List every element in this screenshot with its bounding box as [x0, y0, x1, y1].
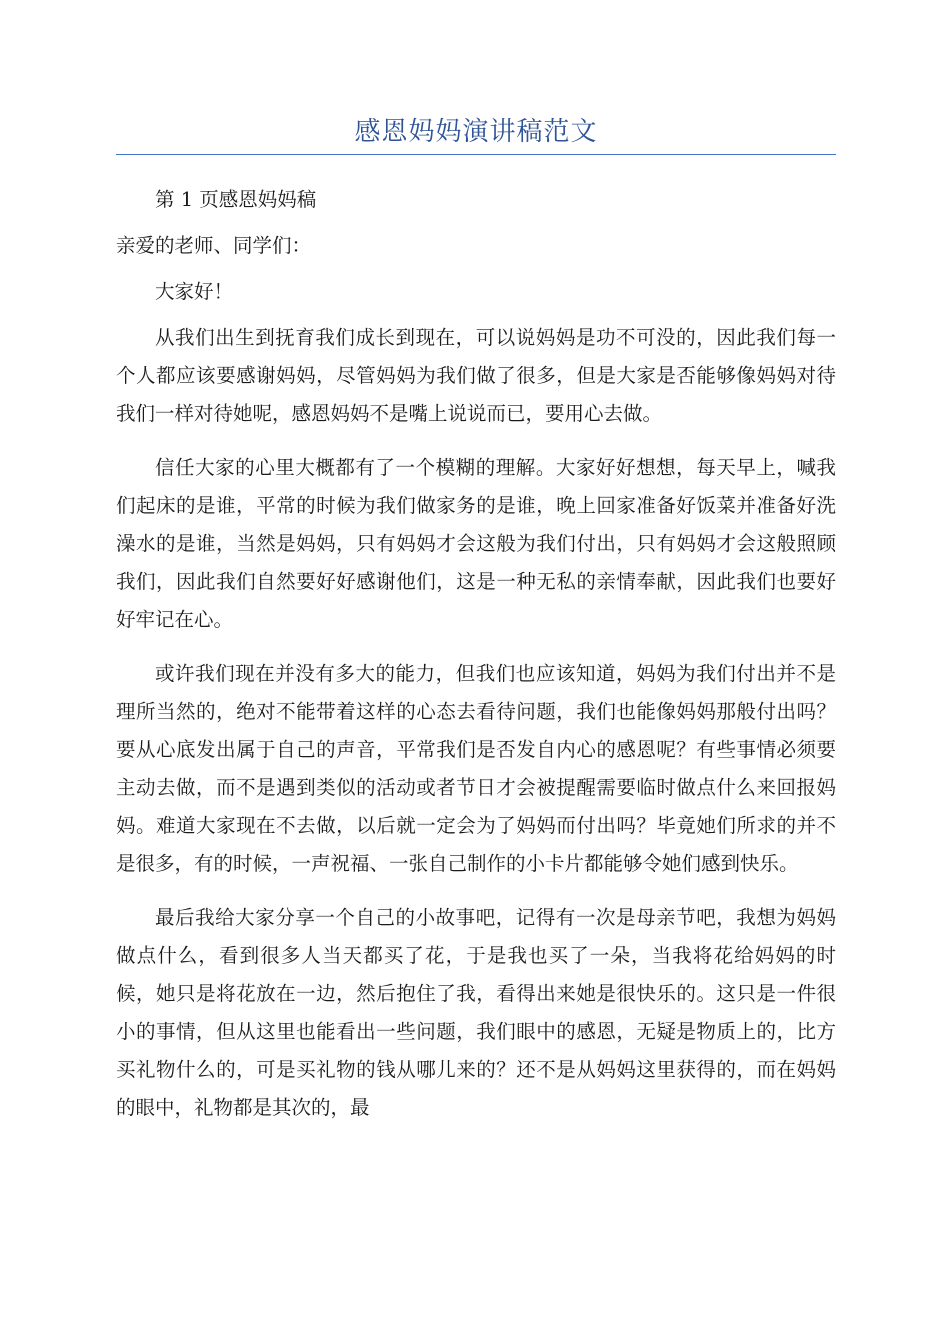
- body-paragraph-3: 或许我们现在并没有多大的能力，但我们也应该知道，妈妈为我们付出并不是理所当然的，绝对不能带着这样的心态去看待问题，我们也能像妈妈那般付出吗？要从心底发出属于自己的声音，平常我们是否发自内心的感恩呢？有些事情必须要主动去做，而不是遇到类似的活动或者节日才会被提醒需要临时做点什么来回报妈妈。难道大家现在不去做，以后就一定会为了妈妈而付出吗？毕竟她们所求的并不是很多，有的时候，一声祝福、一张自己制作的小卡片都能够令她们感到快乐。: [116, 662, 836, 875]
- greeting: 大家好！: [155, 280, 234, 303]
- title-underline: [116, 154, 836, 155]
- body-paragraph-2: 信任大家的心里大概都有了一个模糊的理解。大家好好想想，每天早上，喊我们起床的是谁，平常的时候为我们做家务的是谁，晚上回家准备好饭菜并准备好洗澡水的是谁，当然是妈妈，只有妈妈才会这般为我们付出，只有妈妈才会这般照顾我们，因此我们自然要好好感谢他们，这是一种无私的亲情奉献，因此我们也要好好牢记在心。: [116, 456, 836, 631]
- document-title: 感恩妈妈演讲稿范文: [354, 117, 598, 147]
- body-paragraph-1: 从我们出生到抚育我们成长到现在，可以说妈妈是功不可没的，因此我们每一个人都应该要感谢妈妈，尽管妈妈为我们做了很多，但是大家是否能够像妈妈对待我们一样对待她呢，感恩妈妈不是嘴上说说而已，要用心去做。: [116, 326, 836, 425]
- salutation: 亲爱的老师、同学们：: [116, 234, 312, 257]
- document-page: [116, 0, 836, 1127]
- body-paragraph-4: 最后我给大家分享一个自己的小故事吧，记得有一次是母亲节吧，我想为妈妈做点什么，看到很多人当天都买了花，于是我也买了一朵，当我将花给妈妈的时候，她只是将花放在一边，然后抱住了我，看得出来她是很快乐的。这只是一件很小的事情，但从这里也能看出一些问题，我们眼中的感恩，无疑是物质上的，比方买礼物什么的，可是买礼物的钱从哪儿来的？还不是从妈妈这里获得的，而在妈妈的眼中，礼物都是其次的，最: [116, 906, 836, 1119]
- page-subtitle: 第 1 页感恩妈妈稿: [155, 188, 317, 211]
